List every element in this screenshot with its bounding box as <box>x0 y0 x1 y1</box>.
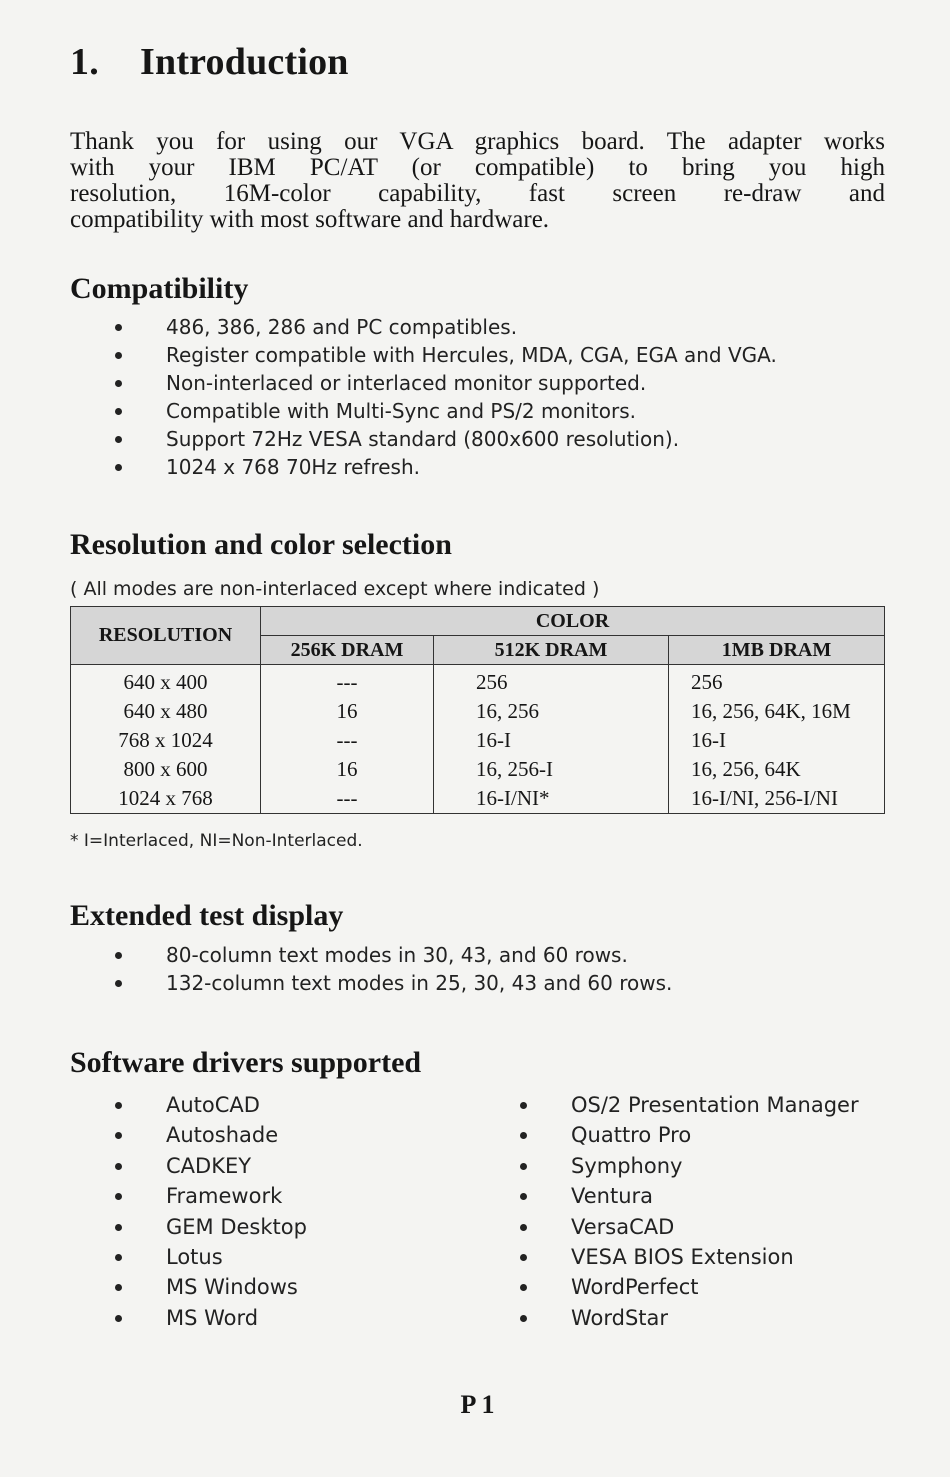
list-item: VESA BIOS Extension <box>475 1242 859 1272</box>
table-row: 640 x 480 16 16, 256 16, 256, 64K, 16M <box>71 697 885 726</box>
table-footnote: * I=Interlaced, NI=Non-Interlaced. <box>70 831 363 851</box>
bullet-icon <box>520 1163 527 1170</box>
list-item: Symphony <box>475 1151 859 1181</box>
bullet-icon <box>115 1132 122 1139</box>
list-item: WordStar <box>475 1303 859 1333</box>
list-item: Framework <box>70 1181 307 1211</box>
bullet-icon <box>115 436 122 443</box>
list-item: MS Windows <box>70 1272 307 1302</box>
list-item: OS/2 Presentation Manager <box>475 1090 859 1120</box>
list-item: Ventura <box>475 1181 859 1211</box>
bullet-icon <box>115 1224 122 1231</box>
drivers-heading: Software drivers supported <box>70 1046 422 1079</box>
resolution-heading: Resolution and color selection <box>70 528 452 561</box>
intro-paragraph <box>70 129 885 233</box>
table-row: 1024 x 768 --- 16-I/NI* 16-I/NI, 256-I/NI <box>71 784 885 814</box>
drivers-list-right <box>475 1090 859 1333</box>
list-item: Support 72Hz VESA standard (800x600 resolution). <box>70 425 777 453</box>
list-item: Lotus <box>70 1242 307 1272</box>
subheader-1mb: 1MB DRAM <box>669 636 885 665</box>
bullet-icon <box>115 1102 122 1109</box>
drivers-list-left <box>70 1090 307 1333</box>
list-item: 1024 x 768 70Hz refresh. <box>70 453 777 481</box>
header-resolution: RESOLUTION <box>71 607 261 665</box>
bullet-icon <box>520 1102 527 1109</box>
bullet-icon <box>520 1254 527 1261</box>
list-item: 486, 386, 286 and PC compatibles. <box>70 313 777 341</box>
section-title: Introduction <box>140 41 349 83</box>
subheader-512k: 512K DRAM <box>434 636 669 665</box>
bullet-icon <box>115 1315 122 1322</box>
intro-line: Thank you for using our VGA graphics board. The adapter works <box>70 128 885 155</box>
list-item: GEM Desktop <box>70 1212 307 1242</box>
subheader-256k: 256K DRAM <box>261 636 434 665</box>
section-number: 1. <box>70 41 99 83</box>
bullet-icon <box>115 1163 122 1170</box>
bullet-icon <box>115 1254 122 1261</box>
list-item: 132-column text modes in 25, 30, 43 and 60 rows. <box>70 969 672 997</box>
list-item: 80-column text modes in 30, 43, and 60 rows. <box>70 941 672 969</box>
bullet-icon <box>115 1193 122 1200</box>
bullet-icon <box>115 408 122 415</box>
list-item: Quattro Pro <box>475 1120 859 1150</box>
bullet-icon <box>520 1132 527 1139</box>
bullet-icon <box>520 1284 527 1291</box>
table-row: 800 x 600 16 16, 256-I 16, 256, 64K <box>71 755 885 784</box>
list-item: AutoCAD <box>70 1090 307 1120</box>
page-title <box>70 40 349 84</box>
bullet-icon <box>520 1224 527 1231</box>
bullet-icon <box>520 1193 527 1200</box>
intro-line: compatibility with most software and hardware. <box>70 206 550 233</box>
bullet-icon <box>115 464 122 471</box>
resolution-note: ( All modes are non-interlaced except where indicated ) <box>70 578 600 600</box>
bullet-icon <box>115 952 122 959</box>
table-row: 768 x 1024 --- 16-I 16-I <box>71 726 885 755</box>
intro-line: with your IBM PC/AT (or compatible) to bring you high <box>70 154 885 181</box>
extended-heading: Extended test display <box>70 899 344 932</box>
bullet-icon <box>520 1315 527 1322</box>
list-item: WordPerfect <box>475 1272 859 1302</box>
list-item: Non-interlaced or interlaced monitor supported. <box>70 369 777 397</box>
resolution-table <box>70 606 885 814</box>
bullet-icon <box>115 1284 122 1291</box>
bullet-icon <box>115 324 122 331</box>
list-item: Compatible with Multi-Sync and PS/2 monitors. <box>70 397 777 425</box>
intro-line: resolution, 16M-color capability, fast screen re-draw and <box>70 180 885 207</box>
page-number: P 1 <box>460 1390 495 1419</box>
drivers-columns <box>70 1090 885 1340</box>
extended-list <box>70 941 672 997</box>
compatibility-list <box>70 313 777 481</box>
compatibility-heading: Compatibility <box>70 272 249 305</box>
table-row: 640 x 400 --- 256 256 <box>71 665 885 698</box>
list-item: MS Word <box>70 1303 307 1333</box>
bullet-icon <box>115 352 122 359</box>
list-item: CADKEY <box>70 1151 307 1181</box>
header-color: COLOR <box>261 607 885 636</box>
bullet-icon <box>115 980 122 987</box>
list-item: VersaCAD <box>475 1212 859 1242</box>
list-item: Autoshade <box>70 1120 307 1150</box>
bullet-icon <box>115 380 122 387</box>
list-item: Register compatible with Hercules, MDA, CGA, EGA and VGA. <box>70 341 777 369</box>
manual-page <box>70 0 885 1477</box>
